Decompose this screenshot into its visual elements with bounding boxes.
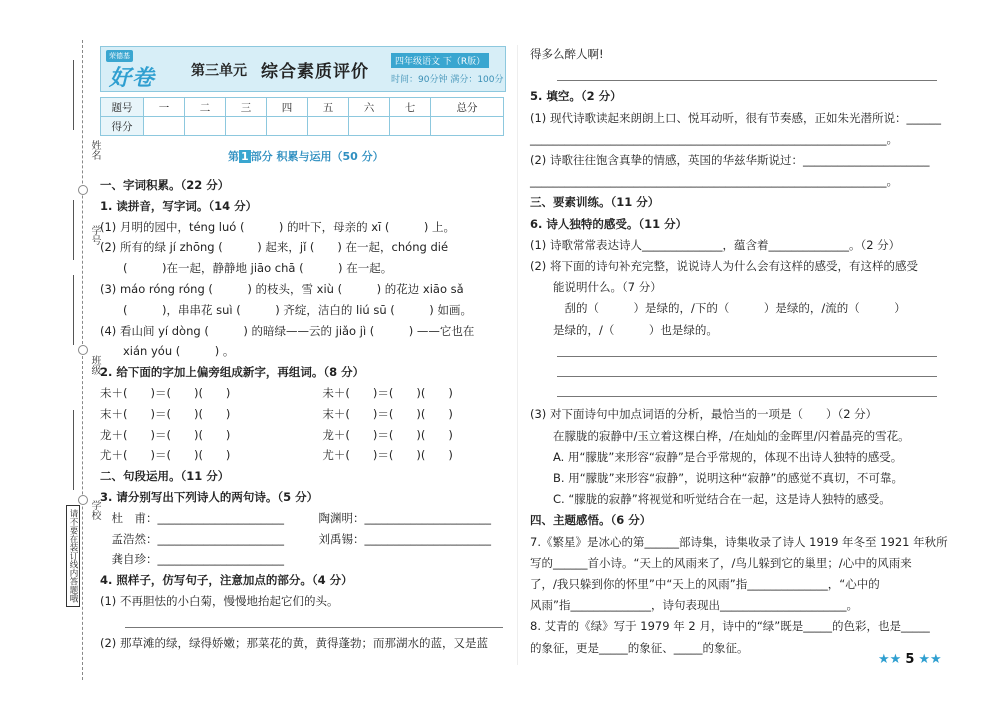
question-line: (1) 月明的园中，téng luó ( ) 的叶下，母亲的 xī ( ) 上。 (100, 219, 456, 234)
score-cell[interactable] (185, 117, 226, 136)
part-suffix: 部分 (250, 150, 273, 163)
question-line: 杜 甫：______________________ 陶渊明：______________________ (100, 510, 491, 525)
question-line: 孟浩然：______________________ 刘禹锡：______________________ (100, 531, 491, 546)
column-divider (517, 45, 518, 665)
question-line: 龙＋( )＝( )( ) 龙＋( )＝( )( ) (100, 427, 453, 442)
part-number: 1 (241, 150, 249, 163)
section-heading: 3. 请分别写出下列诗人的两句诗。（5 分） (100, 490, 319, 504)
score-cell[interactable] (308, 117, 349, 136)
class-blank[interactable] (73, 275, 74, 345)
score-cell[interactable] (267, 117, 308, 136)
logo: 好卷 (109, 66, 156, 91)
school-label: 学校 (89, 500, 100, 520)
question-line: (3) máo róng róng ( ) 的枝头，雪 xiù ( ) 的花边 xiāo sǎ (100, 282, 464, 296)
answer-line[interactable] (557, 80, 937, 81)
question-line: (2) 所有的绿 jí zhōng ( ) 起来，jǐ ( ) 在一起，chóng dié (100, 240, 449, 255)
question-line: 在朦胧的寂静中/玉立着这棵白桦，/在灿灿的金晖里/闪着晶亮的雪花。 (530, 428, 910, 443)
question-line: (2) 诗歌往往饱含真挚的情感，英国的华兹华斯说过：______________________ (530, 153, 930, 167)
id-blank[interactable] (73, 200, 74, 260)
section-heading: 一、字词积累。（22 分） (100, 178, 230, 192)
answer-line[interactable] (125, 627, 503, 628)
question-line: 末＋( )＝( )( ) 末＋( )＝( )( ) (100, 406, 453, 421)
question-line: ______________________________________________________________。 (530, 131, 898, 146)
score-row-values (101, 117, 504, 136)
part-score: （50 分） (331, 150, 384, 163)
score-table (100, 97, 504, 136)
section-heading: 4. 照样子，仿写句子，注意加点的部分。（4 分） (100, 573, 353, 588)
score-table-head: 得分 (101, 117, 144, 136)
school-blank[interactable] (73, 410, 74, 490)
section-heading: 5. 填空。（2 分） (530, 89, 622, 104)
question-line: ( )，串串花 suì ( ) 齐绽，洁白的 liú sū ( ) 如画。 (100, 302, 472, 317)
question-line: 得多么醉人啊! (530, 47, 604, 61)
binding-hole (78, 345, 88, 355)
score-table-head: 题号 (101, 98, 144, 117)
question-line: 尤＋( )＝( )( ) 尤＋( )＝( )( ) (100, 448, 453, 463)
name-blank[interactable] (73, 60, 74, 130)
binding-line (82, 40, 83, 680)
question-line: 的象征，更是_____的象征、_____的象征。 (530, 640, 749, 655)
binding-notice: 请不要在装订线内答题哦 (66, 505, 80, 607)
part-prefix: 第 (228, 150, 239, 163)
score-cell[interactable] (390, 117, 431, 136)
answer-line[interactable] (557, 356, 937, 357)
score-cell[interactable] (144, 117, 185, 136)
score-col: 七 (390, 98, 431, 117)
question-line: 能说明什么。（7 分） (530, 280, 662, 295)
answer-line[interactable] (557, 396, 937, 397)
unit-label: 第三单元 (191, 63, 247, 79)
page-number: 5 (905, 652, 915, 667)
section-heading: 2. 给下面的字加上偏旁组成新字，再组词。（8 分） (100, 365, 365, 380)
question-line: (3) 对下面诗句中加点词语的分析，最恰当的一项是（ ）（2 分） (530, 407, 878, 422)
question-line: (1) 不再胆怯的小白菊，慢慢地抬起它们的头。 (100, 594, 339, 608)
binding-hole (78, 185, 88, 195)
answer-line[interactable] (557, 376, 937, 377)
question-line: 是绿的，/（ ）也是绿的。 (530, 322, 718, 337)
exam-header (100, 46, 506, 92)
score-col: 四 (267, 98, 308, 117)
binding-strip (0, 0, 100, 711)
time-label: 时间：90分钟 满分：100分 (391, 75, 504, 85)
section-heading: 二、句段运用。（11 分） (100, 469, 230, 484)
question-line: ( )在一起，静静地 jiāo chā ( ) 在一起。 (100, 261, 393, 276)
score-col: 六 (349, 98, 390, 117)
question-line: 8. 艾青的《绿》写于 1979 年 2 月，诗中的“绿”既是_____的色彩，也是_____ (530, 619, 930, 634)
score-col: 一 (144, 98, 185, 117)
question-line: ______________________________________________________________。 (530, 174, 898, 189)
question-line: 龚自珍：______________________ (100, 552, 284, 567)
score-cell[interactable] (431, 117, 504, 136)
question-line: (2) 那草滩的绿，绿得娇嫩；那菜花的黄，黄得蓬勃；而那湖水的蓝，又是蓝 (100, 635, 488, 650)
part-title: 积累与运用 (276, 150, 332, 163)
brand-label: 荣德基 (106, 50, 133, 62)
question-line: (2) 将下面的诗句补充完整，说说诗人为什么会有这样的感受，有这样的感受 (530, 259, 918, 273)
id-label: 学号 (89, 225, 100, 245)
section-heading: 三、要素训练。（11 分） (530, 195, 660, 210)
question-line: B. 用“朦胧”来形容“寂静”，说明这种“寂静”的感觉不真切，不可靠。 (530, 471, 903, 485)
question-line: xián yóu ( ) 。 (100, 344, 235, 359)
class-label: 班级 (89, 355, 100, 375)
score-col: 总分 (431, 98, 504, 117)
score-row-numbers (101, 98, 504, 117)
question-line: 7.《繁星》是冰心的第______部诗集，诗集收录了诗人 1919 年冬至 1921 年秋所 (530, 534, 948, 549)
section-heading: 四、主题感悟。（6 分） (530, 513, 652, 528)
question-line: C. “朦胧的寂静”将视觉和听觉结合在一起，这是诗人独特的感受。 (530, 492, 891, 507)
section-heading: 6. 诗人独特的感受。（11 分） (530, 216, 688, 231)
score-col: 三 (226, 98, 267, 117)
name-label: 姓名 (89, 140, 100, 160)
page-footer: ★★ 5 ★★ (878, 652, 942, 667)
part-heading (228, 148, 384, 164)
question-line: A. 用“朦胧”来形容“寂静”是合乎常规的，体现不出诗人独特的感受。 (530, 449, 903, 464)
question-line: 了，/我只躲到你的怀里”中“天上的风雨”指______________，“心中的 (530, 577, 880, 591)
question-line: 刮的（ ）是绿的，/下的（ ）是绿的，/流的（ ） (530, 301, 906, 316)
score-col: 五 (308, 98, 349, 117)
score-cell[interactable] (226, 117, 267, 136)
question-line: (1) 诗歌常常表达诗人______________，蕴含着______________。（2 分） (530, 237, 901, 252)
score-col: 二 (185, 98, 226, 117)
question-line: 写的______首小诗。“天上的风雨来了，/鸟儿躲到它的巢里；/心中的风雨来 (530, 555, 912, 570)
question-line: (1) 现代诗歌读起来朗朗上口、悦耳动听，很有节奏感，正如朱光潜所说：______ (530, 110, 941, 125)
grade-label: 四年级语文 下（R版） (391, 53, 489, 68)
question-line: (4) 看山间 yí dòng ( ) 的暗绿——云的 jiǎo jì ( ) ——它也在 (100, 323, 475, 338)
section-heading: 1. 读拼音，写字词。（14 分） (100, 198, 258, 213)
score-cell[interactable] (349, 117, 390, 136)
question-line: 未＋( )＝( )( ) 未＋( )＝( )( ) (100, 386, 453, 400)
exam-title: 综合素质评价 (261, 62, 369, 82)
question-line: 风雨”指______________，诗句表现出______________________。 (530, 598, 858, 613)
